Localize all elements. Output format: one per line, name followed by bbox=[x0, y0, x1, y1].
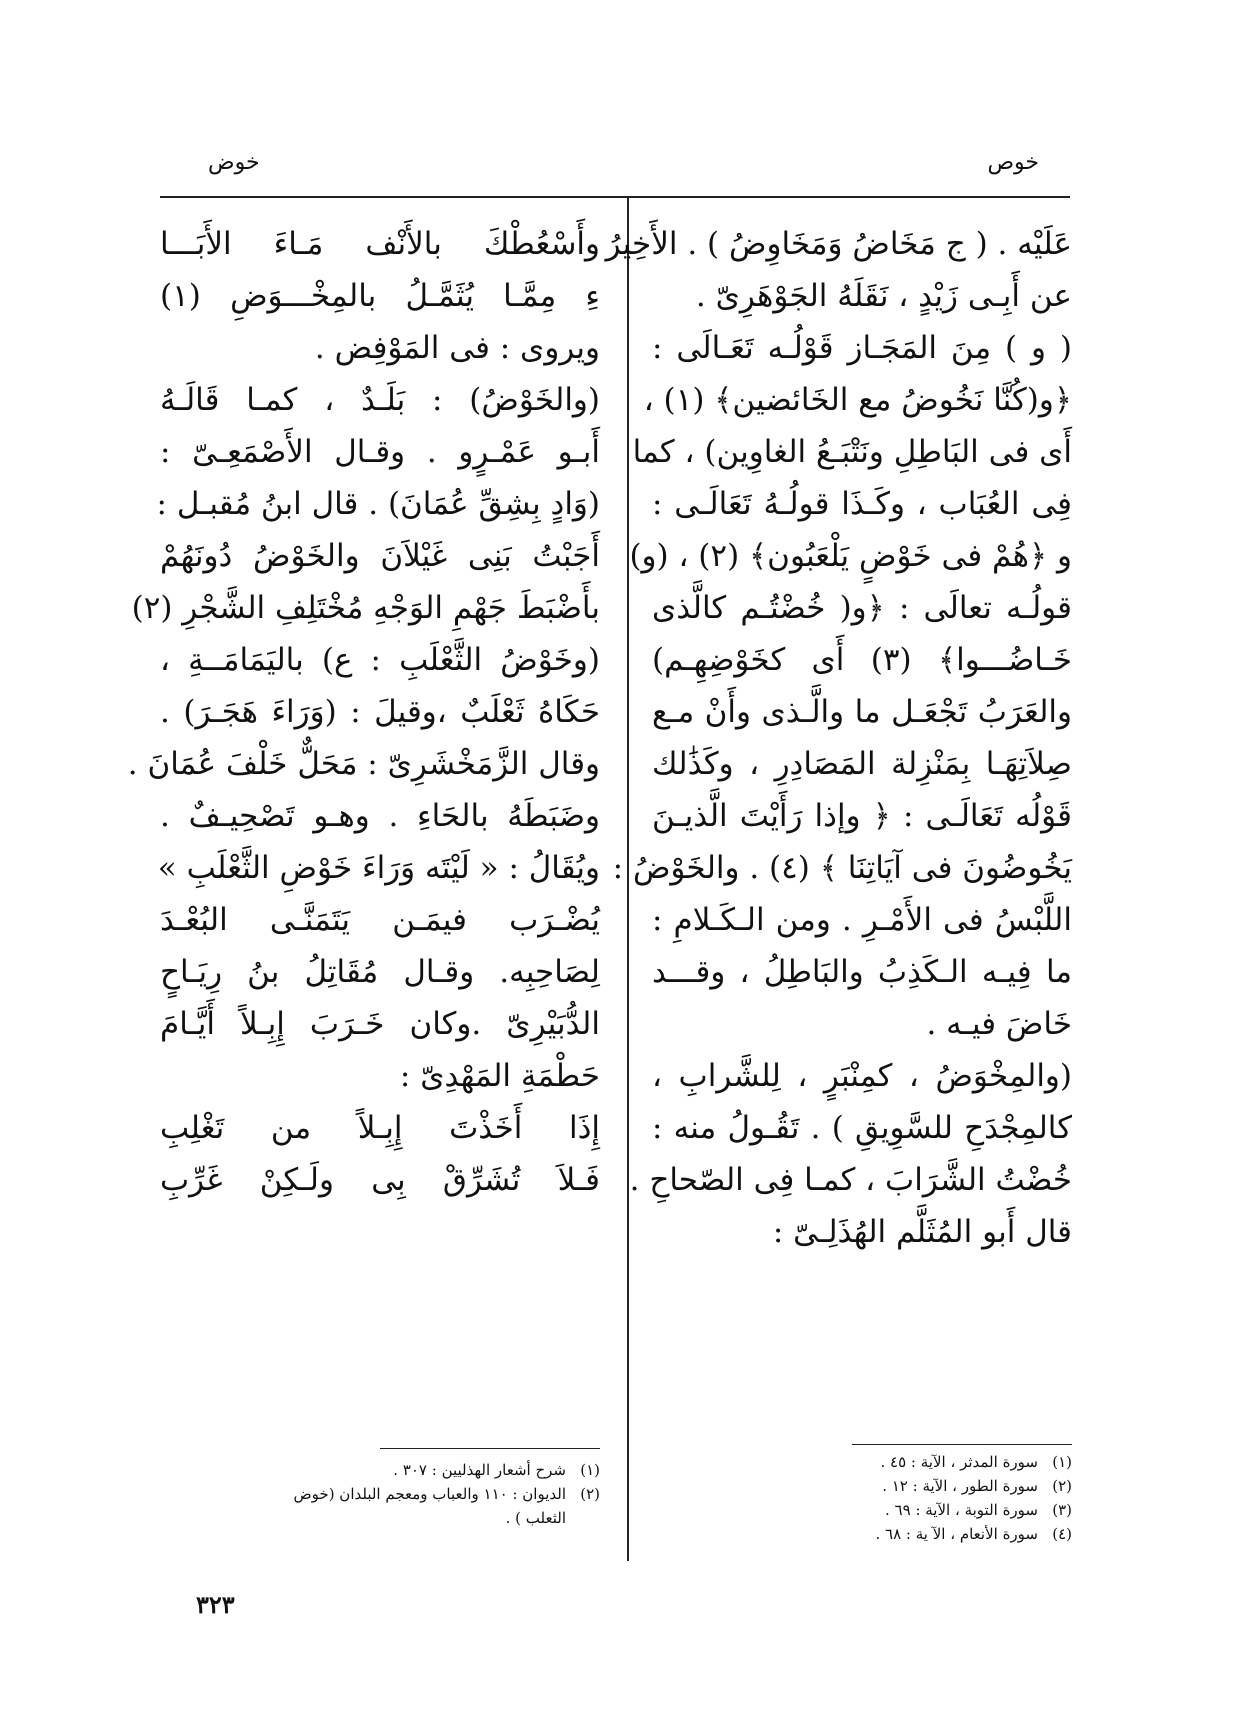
text-line: حَكَاهُ ثَعْلَبٌ ،وقيلَ : (وَرَاءَ هَجَـرَ) . bbox=[160, 694, 600, 730]
verse-line: أَجَبْتُ بَنِى غَيْلاَنَ والخَوْضُ دُونَهُمْ bbox=[160, 538, 600, 574]
text-line: ( و ) مِنَ المَجَـاز قَوْلُـه تَعَـالَى : bbox=[652, 330, 1072, 366]
text-line: خُضْتُ الشَّرَابَ ، كمـا فِى الصّحاحِ . bbox=[629, 1162, 1072, 1198]
footnotes-left bbox=[160, 1458, 600, 1530]
footnote-rule-left bbox=[380, 1448, 600, 1449]
verse-line: وأَسْعُطْكَ بالأَنْف مَـاءَ الأَبَـــا bbox=[160, 226, 600, 262]
text-line: كالمِجْدَحِ للسَّوِيقِ ) . تَقُـولُ منه : bbox=[652, 1110, 1072, 1146]
page-number: ٣٢٣ bbox=[196, 1590, 235, 1619]
text-line: قَوْلُه تَعَالَـى : ﴿ وإذا رَأَيْتَ الَّذيـنَ bbox=[652, 798, 1072, 834]
left-column bbox=[127, 218, 600, 1206]
verse-line: فَـلاَ تُشَرِّقْ بِى ولَـكِنْ غَرِّبِ bbox=[160, 1162, 600, 1198]
text-line: ويُقَالُ : « لَيْتَه وَرَاءَ خَوْضِ الثَّعْلَبِ » bbox=[157, 850, 600, 886]
verse-line: إِذَا أَخَذْتَ إِبِـلاً من تَغْلِبِ bbox=[160, 1110, 600, 1146]
footnotes-right bbox=[780, 1450, 1072, 1546]
text-line: أَى فى البَاطِلِ ونَتْبَـعُ الغاوِين) ، كما bbox=[632, 434, 1072, 470]
text-line: الدُّبَيْرِىّ .وكان خَـرَبَ إِبِـلاً أَيَّـامَ bbox=[160, 1006, 600, 1042]
text-line: يُضْـرَب فيمَـن يَتَمَنَّـى البُعْـدَ bbox=[160, 902, 600, 938]
footnote: (٢)سورة الطور ، الآية : ١٢ . bbox=[882, 1477, 1072, 1495]
text-line: اللَّبْسُ فى الأَمْـرِ . ومن الـكَـلامِ : bbox=[652, 902, 1072, 938]
footnote: (١)شرح أشعار الهذليين : ٣٠٧ . bbox=[393, 1461, 600, 1479]
footnote: (١)سورة المدثر ، الآية : ٤٥ . bbox=[880, 1453, 1072, 1471]
verse-line: ءِ مِمَّـا يُثَمَّـلُ بالمِخْـــوَضِ (١) bbox=[160, 278, 600, 314]
text-line: ﴿و(كُنَّا نَخُوضُ مع الخَائضين﴾ (١) ، bbox=[643, 382, 1072, 418]
running-header-right: خوص bbox=[987, 150, 1039, 175]
header-rule bbox=[160, 196, 1070, 198]
text-line: (وَادٍ بِشِقِّ عُمَانَ) . قال ابنُ مُقبـل : bbox=[156, 486, 600, 522]
text-line: خَـاضُـــوا﴾ (٣) أَى كخَوْضِهِـم) bbox=[652, 642, 1072, 678]
text-line: وقال الزَّمَخْشَرِىّ : مَحَلٌّ خَلْفَ عُمَانَ . bbox=[127, 746, 600, 782]
text-line: (وخَوْضُ الثَّعْلَبِ : ع) باليَمَامَــةِ ، bbox=[160, 642, 600, 678]
text-line: لِصَاحِبِه. وقـال مُقَاتِلُ بنُ رِيَـاحٍ bbox=[160, 954, 600, 990]
text-line: و ﴿هُمْ فى خَوْضٍ يَلْعَبُون﴾ (٢) ، (و) bbox=[629, 538, 1072, 574]
text-line: يَخُوضُونَ فى آيَاتِنَا ﴾ (٤) . والخَوْضُ : bbox=[612, 850, 1072, 886]
text-line: أَبـو عَمْـرٍو . وقـال الأَصْمَعِـىّ : bbox=[160, 434, 600, 470]
text-line: (والمِخْوَضُ ، كمِنْبَرٍ ، لِلشَّرابِ ، bbox=[652, 1058, 1072, 1094]
text-line: ما فِيـه الـكَذِبُ والبَاطِلُ ، وقـــد bbox=[652, 954, 1072, 990]
text-line: قولُـه تعالَى : ﴿و( خُضْتُـم كالَّذى bbox=[652, 590, 1072, 626]
text-line: ويروى : فى المَوْفِض . bbox=[314, 330, 600, 366]
text-line: صِلاَتِهَـا بِمَنْزِلة المَصَادِرِ ، وكَذَٰلك bbox=[652, 746, 1072, 782]
text-line: (والخَوْضُ) : بَلَـدٌ ، كمـا قَالَـهُ bbox=[160, 382, 600, 418]
text-line: عن أَبِـى زَيْدٍ ، نَقَلَهُ الجَوْهَرِىّ . bbox=[695, 278, 1072, 314]
text-line: خَاضَ فيـه . bbox=[926, 1006, 1072, 1042]
text-line: حَطْمَةِ المَهْدِىّ : bbox=[399, 1058, 600, 1094]
verse-line: بأَضْبَطَ جَهْمِ الوَجْهِ مُخْتَلِفِ الشَّجْرِ (٢) bbox=[131, 590, 600, 626]
text-line: عَلَيْه . ( ج مَخَاضُ وَمَخَاوِضُ ) . الأَخِيرُ bbox=[605, 226, 1072, 262]
footnote: (٢)الديوان : ١١٠ والعباب ومعجم البلدان (خوض bbox=[293, 1485, 600, 1503]
footnote-rule-right bbox=[852, 1444, 1072, 1445]
text-line: فِى العُبَاب ، وكَـذَا قولُـهُ تَعَالَـى : bbox=[652, 486, 1072, 522]
running-header-left: خوض bbox=[208, 150, 260, 175]
footnote: (٤)سورة الأنعام ، الآ ية : ٦٨ . bbox=[875, 1525, 1072, 1543]
footnote: الثعلب ) . bbox=[505, 1509, 566, 1527]
right-column bbox=[605, 218, 1072, 1258]
footnote: (٣)سورة التوبة ، الآية : ٦٩ . bbox=[885, 1501, 1072, 1519]
text-line: والعَرَبُ تَجْعَـل ما والَّـذى وأَنْ مـع bbox=[652, 694, 1072, 730]
text-line: وضَبَطَهُ بالحَاءِ . وهـو تَصْحِيـفٌ . bbox=[160, 798, 600, 834]
text-line: قال أَبو المُثَلَّم الهُذَلِـىّ : bbox=[772, 1214, 1072, 1250]
